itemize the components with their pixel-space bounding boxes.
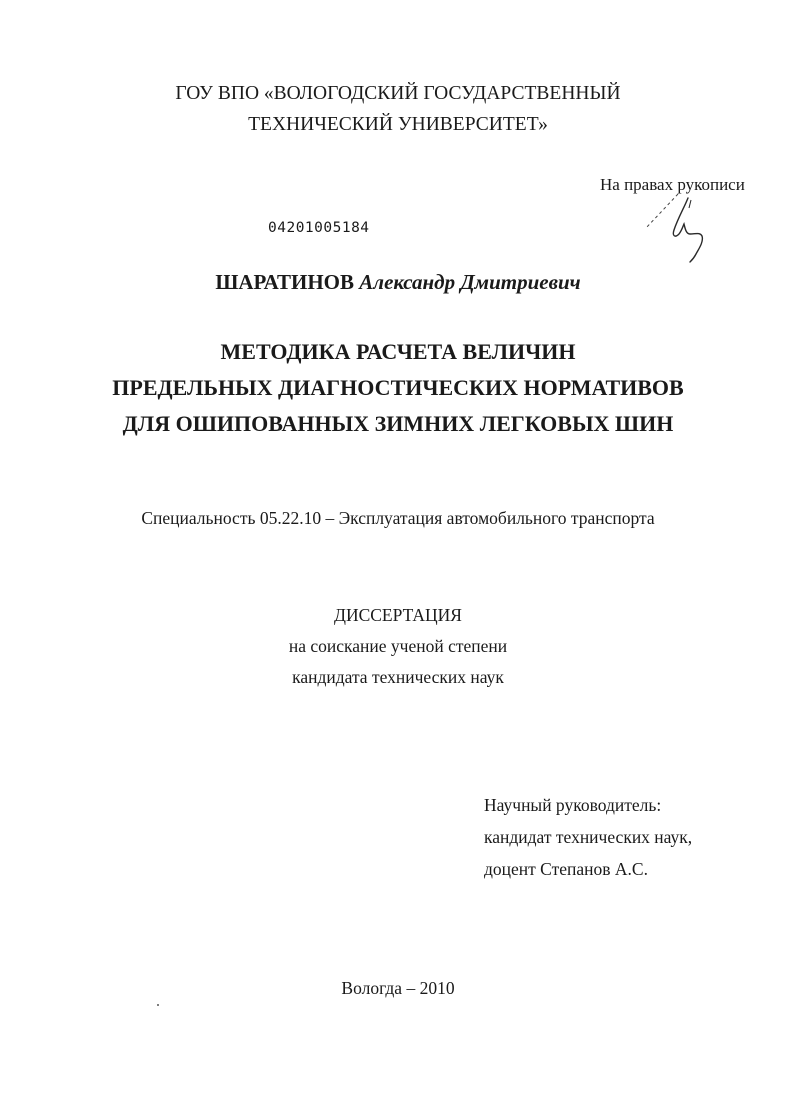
dissertation-type: ДИССЕРТАЦИЯ [334,605,462,625]
supervisor-label: Научный руководитель: [484,795,662,815]
specialty-line: Специальность 05.22.10 – Эксплуатация автомобильного транспорта [141,508,655,528]
dissertation-type-block [0,600,796,693]
scan-speck [157,1004,159,1006]
university-line-1: ГОУ ВПО «ВОЛОГОДСКИЙ ГОСУДАРСТВЕННЫЙ [175,83,621,104]
supervisor-rank: кандидат технических наук, [484,827,693,847]
dissertation-degree: кандидата технических наук [292,667,504,687]
manuscript-rights-note: На правах рукописи [600,175,745,194]
dissertation-title [0,334,796,442]
author-given-names: Александр Дмитриевич [359,270,581,294]
title-line-2: ПРЕДЕЛЬНЫХ ДИАГНОСТИЧЕСКИХ НОРМАТИВОВ [112,375,684,400]
author-surname: ШАРАТИНОВ [215,270,355,294]
supervisor-block [484,789,692,885]
catalog-code: 04201005184 [268,220,370,236]
title-line-1: МЕТОДИКА РАСЧЕТА ВЕЛИЧИН [220,339,576,364]
city-year: Вологда – 2010 [341,978,455,998]
dissertation-purpose: на соискание ученой степени [288,636,508,656]
author-name [0,270,796,295]
title-line-3: ДЛЯ ОШИПОВАННЫХ ЗИМНИХ ЛЕГКОВЫХ ШИН [122,411,674,436]
supervisor-name: доцент Степанов А.С. [484,859,648,879]
university-line-2: ТЕХНИЧЕСКИЙ УНИВЕРСИТЕТ» [248,114,548,135]
handwritten-signature [638,188,728,278]
university-header [0,78,796,140]
